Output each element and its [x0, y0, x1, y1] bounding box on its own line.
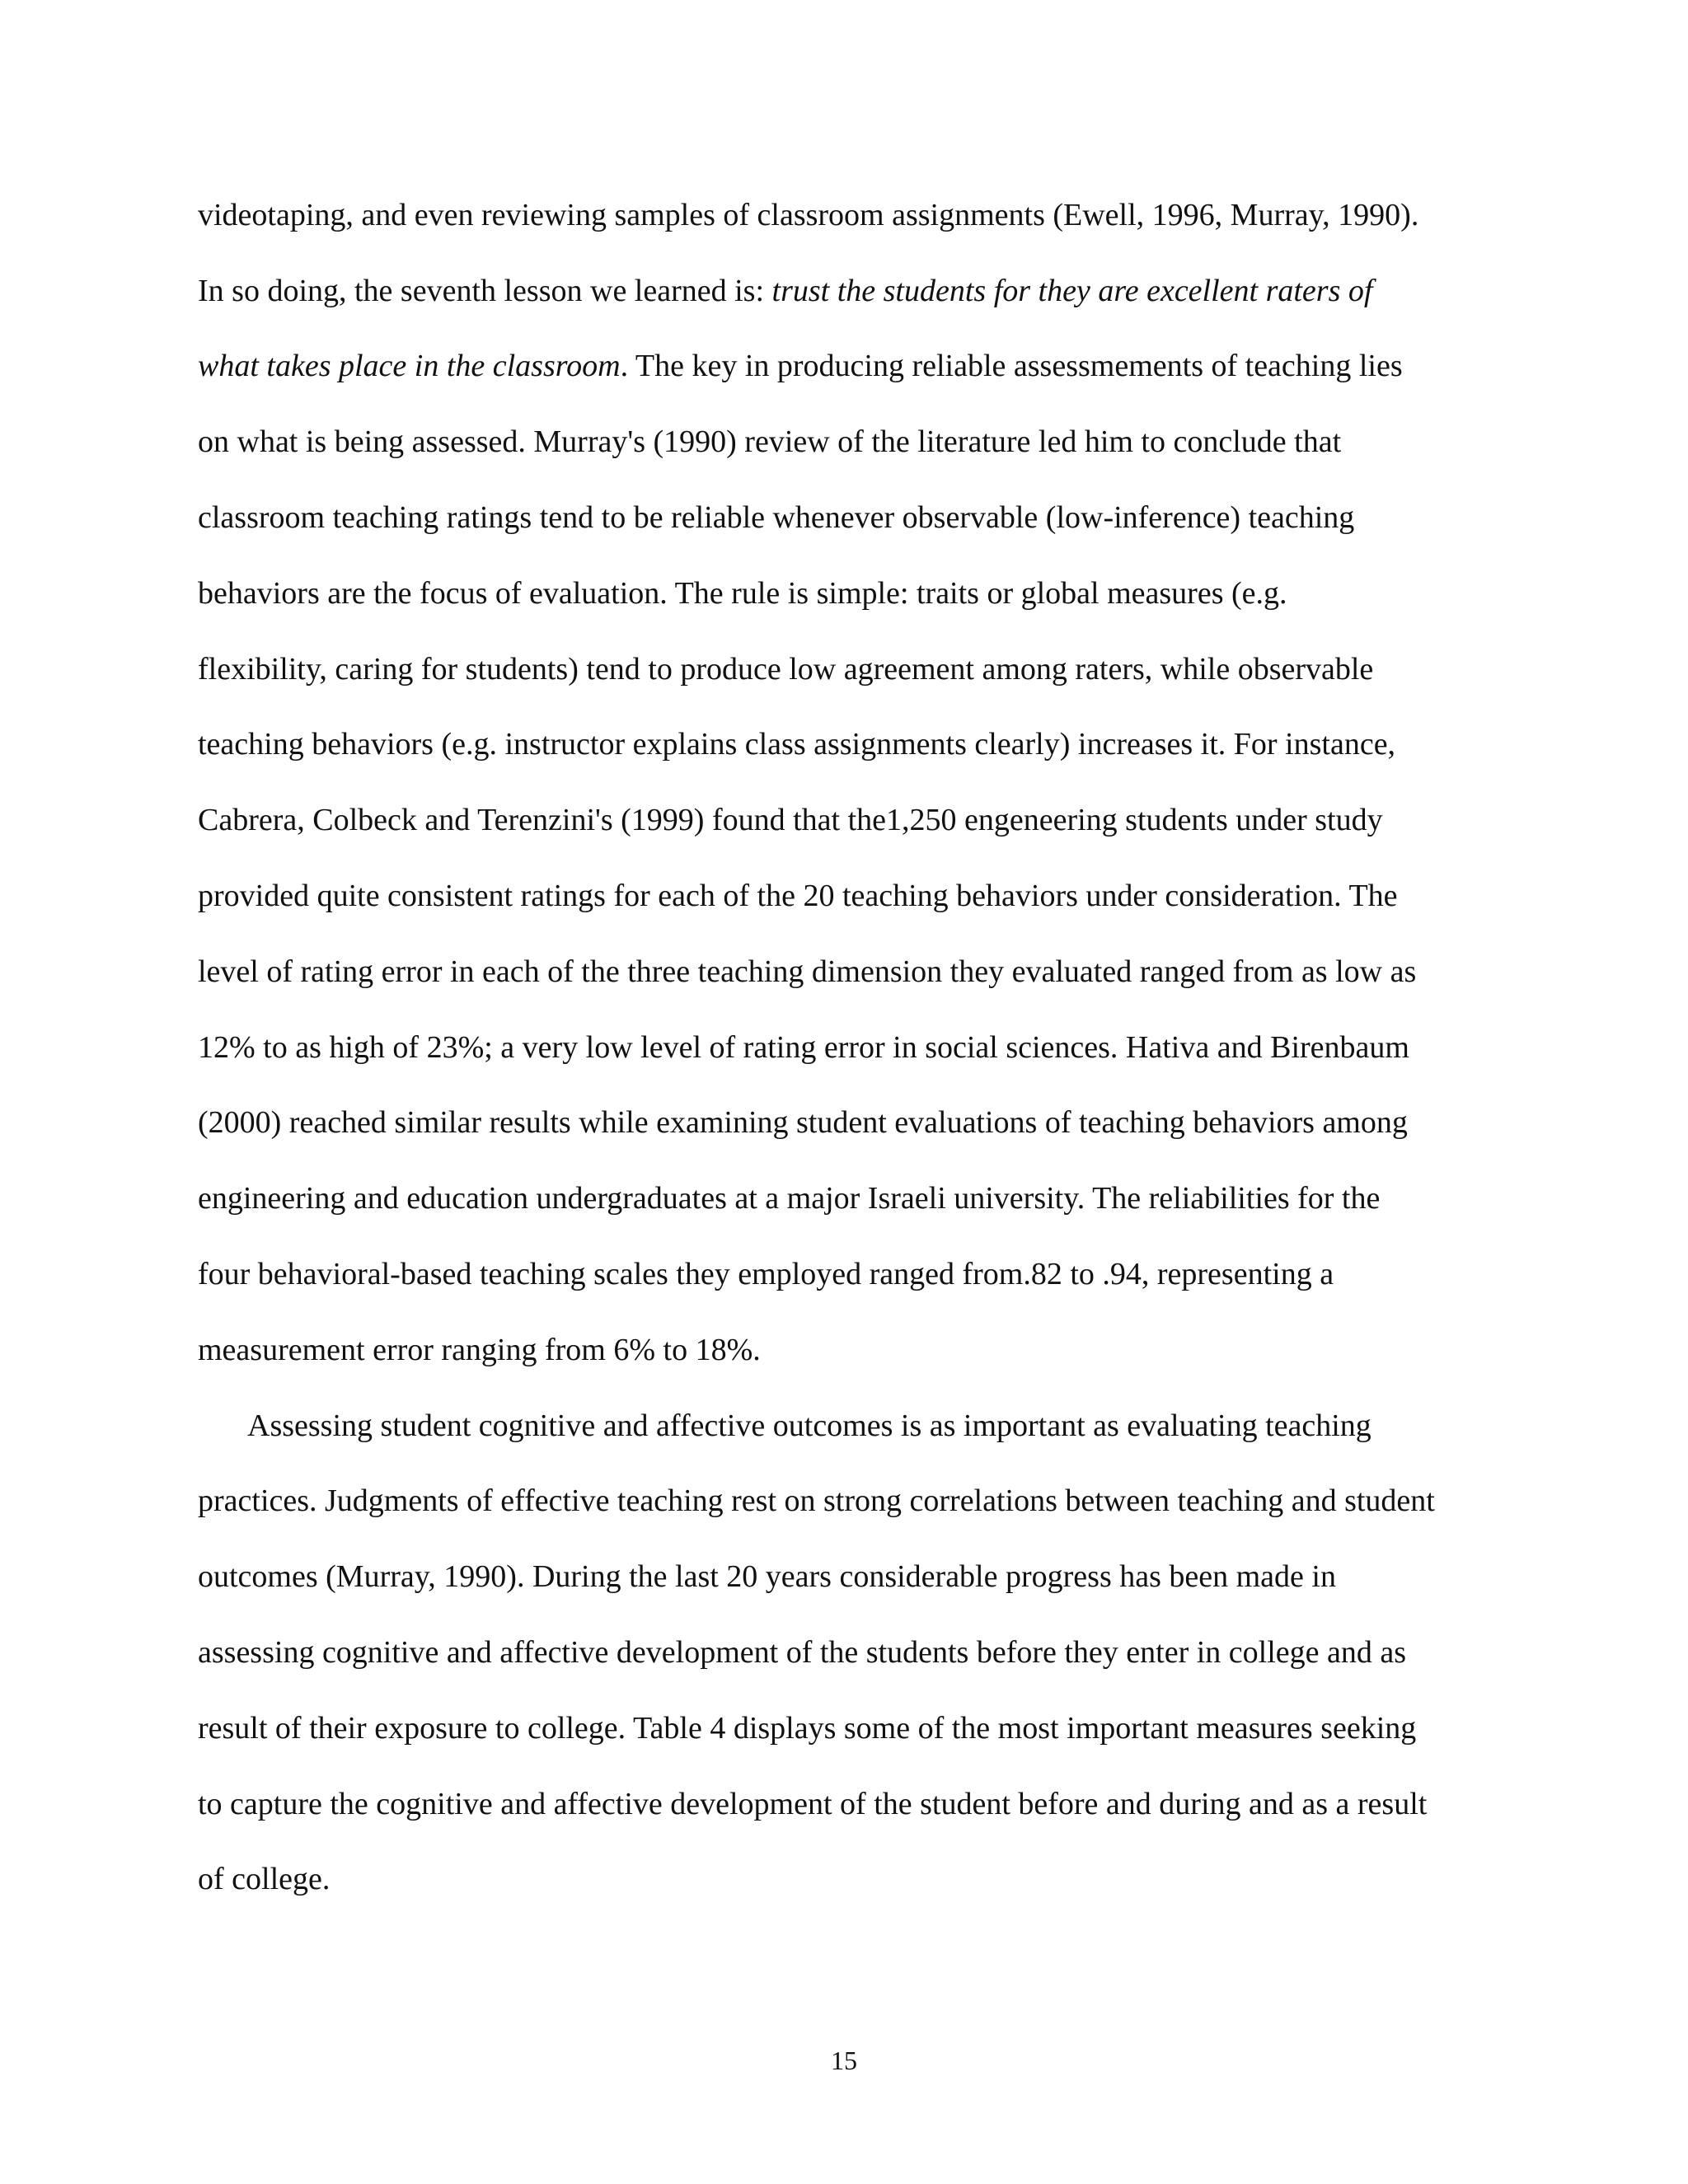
paragraph-2-line-5: result of their exposure to college. Table 4 displays some of the most important measures seeking — [198, 1711, 1417, 1746]
paragraph-2-line-6: to capture the cognitive and affective development of the student before and during and as a result — [198, 1787, 1428, 1821]
paragraph-1-line-5: classroom teaching ratings tend to be reliable whenever observable (low-inference) teaching — [198, 500, 1355, 535]
paragraph-1-line-1: videotaping, and even reviewing samples of classroom assignments (Ewell, 1996, Murray, 1990). — [198, 198, 1419, 232]
paragraph-1-line-4: on what is being assessed. Murray's (1990) review of the literature led him to conclude that — [198, 424, 1342, 459]
paragraph-1-line-9: Cabrera, Colbeck and Terenzini's (1999) found that the1,250 engeneering students under study — [198, 803, 1383, 837]
paragraph-1-line-14: engineering and education undergraduates at a major Israeli university. The reliabilities for the — [198, 1181, 1381, 1216]
page-number: 15 — [831, 2046, 857, 2075]
paragraph-1-line-2-roman: In so doing, the seventh lesson we learned is: — [198, 274, 772, 308]
paragraph-2-line-1: Assessing student cognitive and affective outcomes is as important as evaluating teaching — [247, 1408, 1372, 1443]
paragraph-1-line-8: teaching behaviors (e.g. instructor explains class assignments clearly) increases it. For instance, — [198, 727, 1396, 762]
paragraph-2-line-7: of college. — [198, 1862, 331, 1896]
paragraph-1-line-7: flexibility, caring for students) tend to produce low agreement among raters, while observable — [198, 652, 1374, 687]
paragraph-1-line-10: provided quite consistent ratings for each of the 20 teaching behaviors under consideration. The — [198, 879, 1398, 913]
paragraph-1-line-6: behaviors are the focus of evaluation. The rule is simple: traits or global measures (e.g. — [198, 576, 1287, 611]
paragraph-1-line-16: measurement error ranging from 6% to 18%. — [198, 1333, 761, 1367]
paragraph-1-line-12: 12% to as high of 23%; a very low level of rating error in social sciences. Hativa and Birenbaum — [198, 1030, 1409, 1065]
paragraph-1-line-11: level of rating error in each of the three teaching dimension they evaluated ranged from as low as — [198, 954, 1417, 989]
paragraph-2-line-2: practices. Judgments of effective teaching rest on strong correlations between teaching and student — [198, 1483, 1435, 1518]
lesson-emphasis-part-1: trust the students for they are excellent raters of — [771, 274, 1373, 308]
paragraph-1-line-2 — [198, 272, 1372, 310]
paragraph-1-line-15: four behavioral-based teaching scales they employed ranged from.82 to .94, representing a — [198, 1257, 1334, 1291]
lesson-emphasis-part-2: what takes place in the classroom — [198, 349, 621, 383]
paragraph-1-line-13: (2000) reached similar results while examining student evaluations of teaching behaviors among — [198, 1105, 1408, 1140]
paragraph-2-line-4: assessing cognitive and affective development of the students before they enter in college and as — [198, 1635, 1407, 1670]
paragraph-1-line-3-roman: . The key in producing reliable assessmements of teaching lies — [620, 349, 1403, 383]
paragraph-1-line-3 — [198, 347, 1403, 385]
paragraph-2-line-3: outcomes (Murray, 1990). During the last 20 years considerable progress has been made in — [198, 1559, 1336, 1594]
